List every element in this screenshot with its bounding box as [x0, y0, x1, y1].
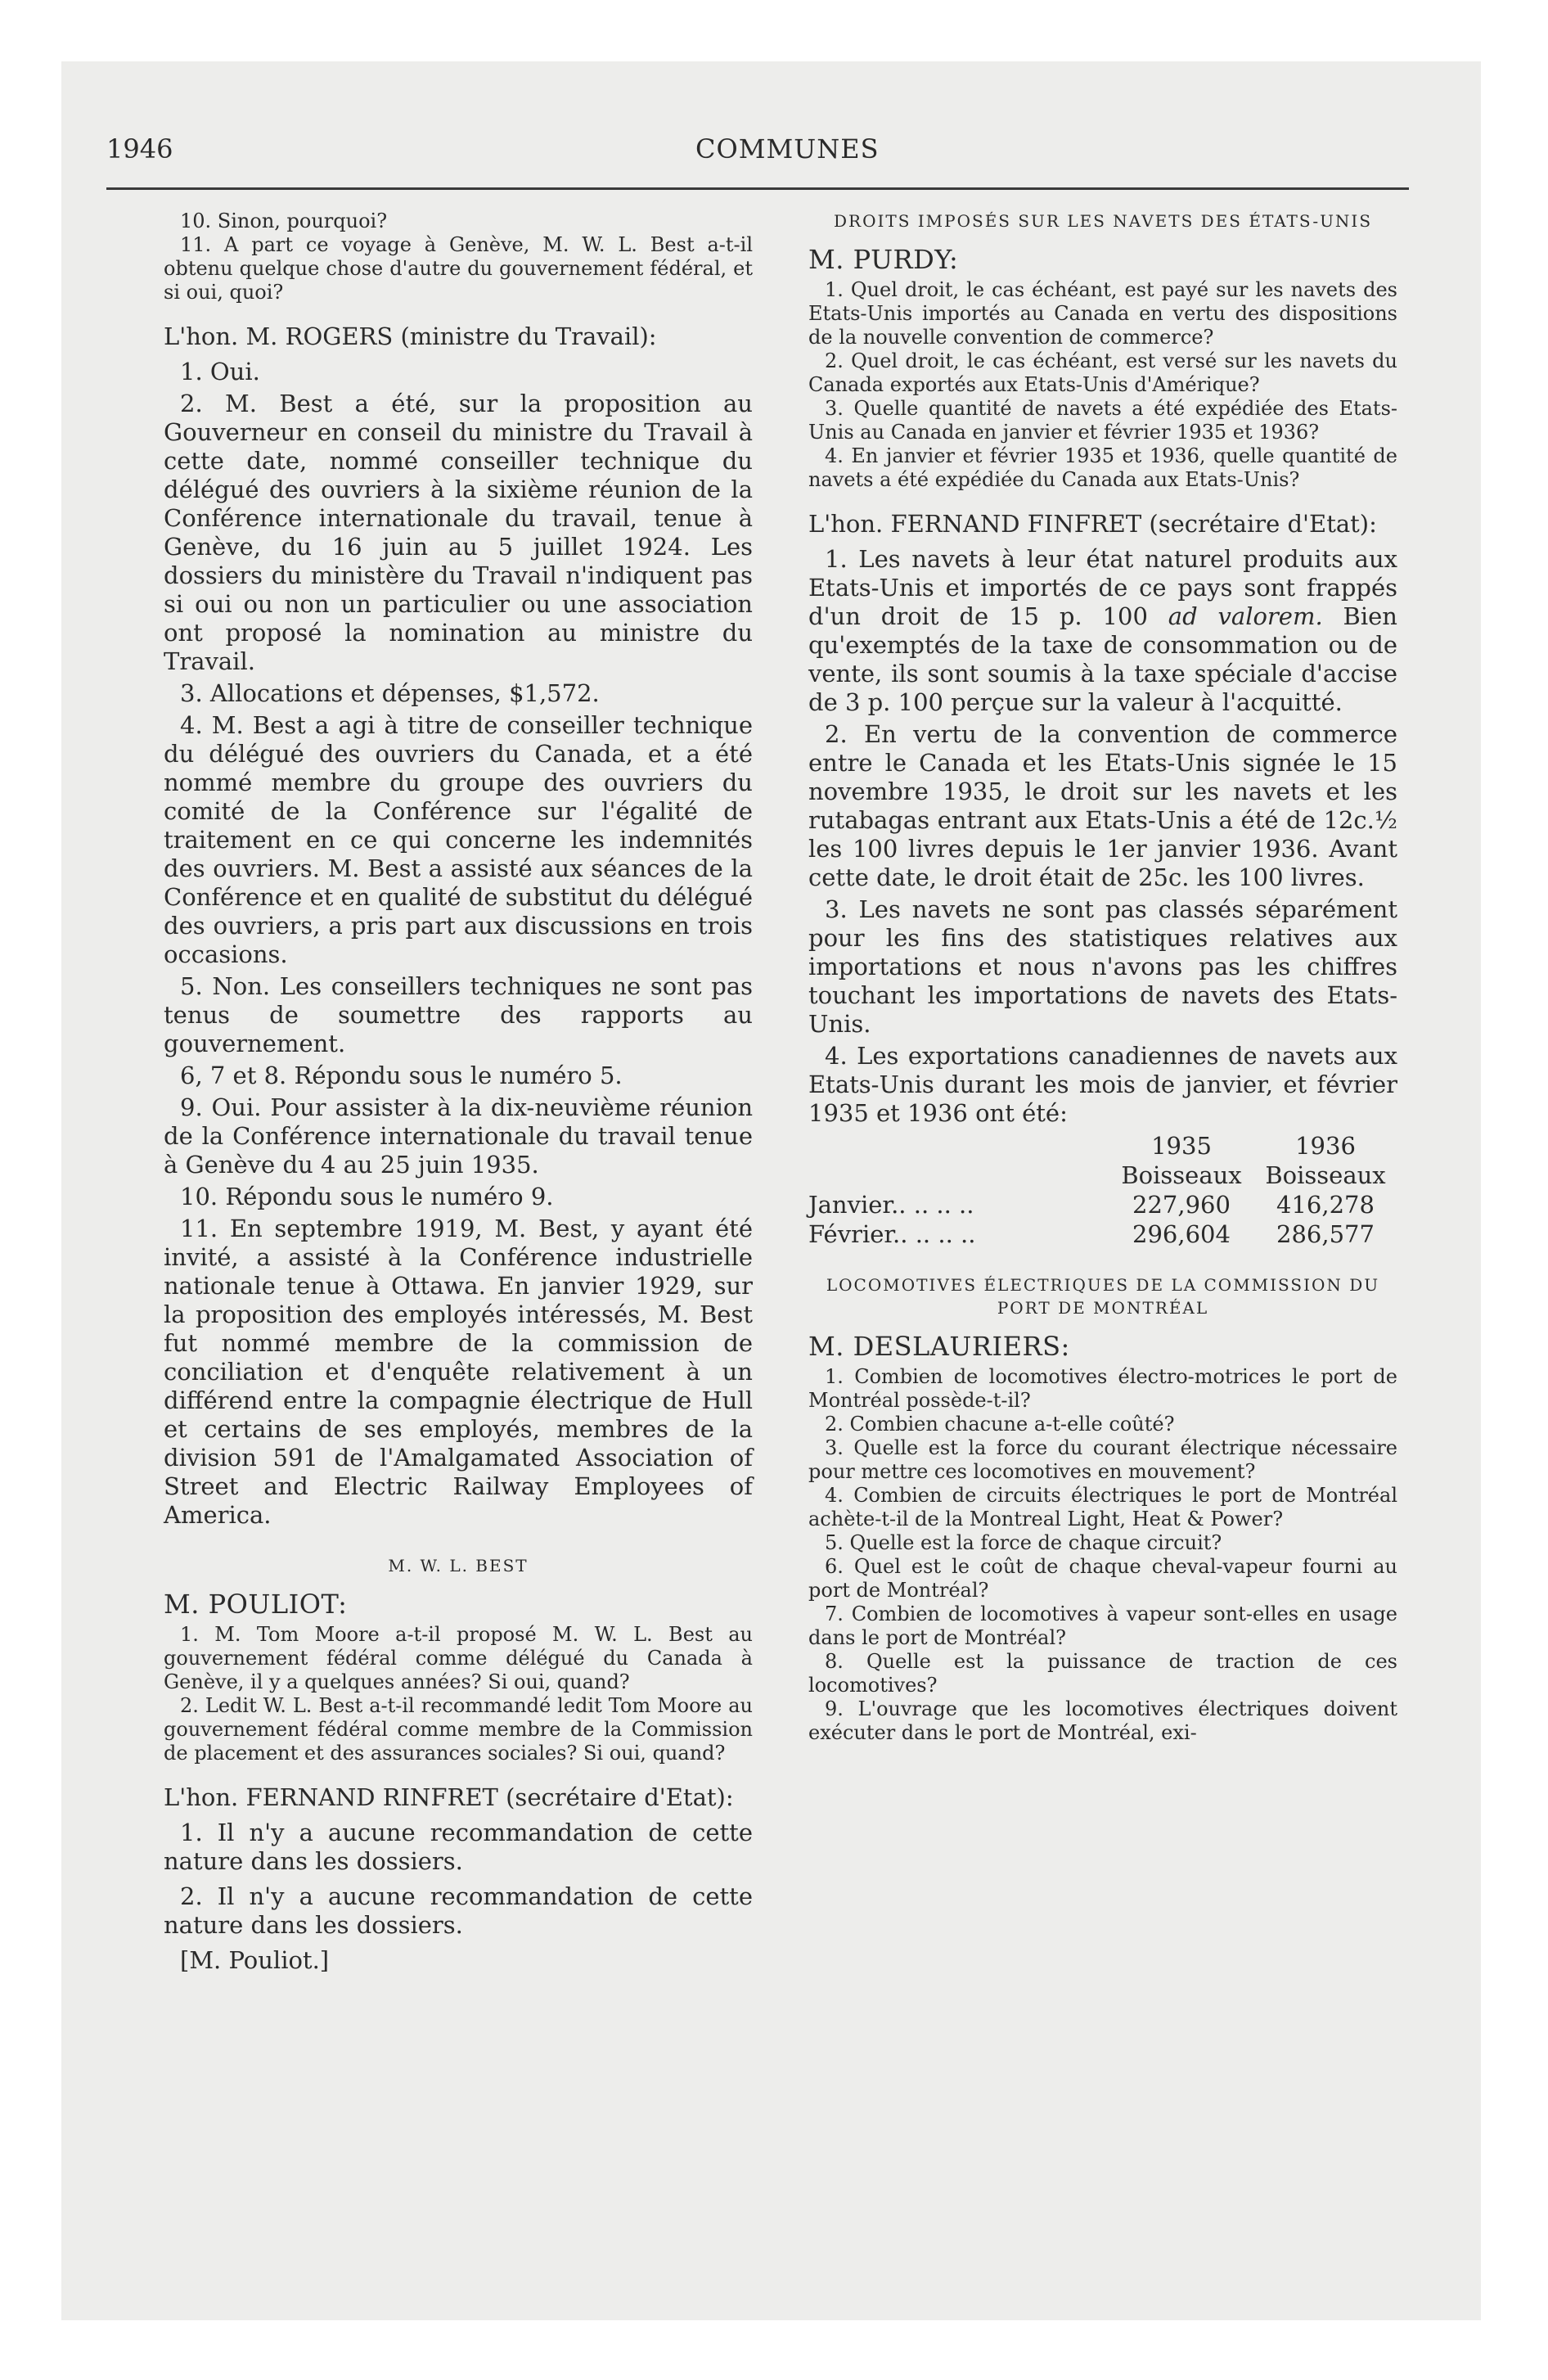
- table-row: [808, 1190, 1397, 1219]
- answer-11: 11. En septembre 1919, M. Best, y ayant été invité, a assisté à la Conférence industrielle nationale tenue à Ottawa. En janvier 1929, sur la proposition des employés intéressés, M. Best fut nommé membre de la commission de conciliation et d'enquête relativement à un différend entre la compagnie électrique de Hull et certains de ses employés, membres de la division 591 de l'Amalgamated Association of Street and Electric Railway Employees of America.: [164, 1215, 753, 1529]
- table-unit-row: [808, 1161, 1397, 1190]
- section-title: COMMUNES: [695, 133, 880, 165]
- ad-valorem-term: ad valorem.: [1168, 602, 1323, 630]
- speaker-finfret: L'hon. FERNAND FINFRET (secrétaire d'Etat):: [808, 510, 1377, 538]
- finfret-answer-2: 2. En vertu de la convention de commerce entre le Canada et les Etats-Unis signée le 15 novembre 1935, le droit sur les navets et les rutabagas entrant aux Etats-Unis a été de 12c.½ les 100 livres depuis le 1er janvier 1936. Avant cette date, le droit était de 25c. les 100 livres.: [808, 720, 1397, 891]
- page-number: 1946: [106, 133, 173, 165]
- deslauriers-question-3: 3. Quelle est la force du courant électrique nécessaire pour mettre ces locomotives en mouvement?: [808, 1436, 1397, 1483]
- speaker-rogers: L'hon. M. ROGERS (ministre du Travail):: [164, 322, 657, 350]
- deslauriers-question-6: 6. Quel est le coût de chaque cheval-vapeur fourni au port de Montréal?: [808, 1555, 1397, 1602]
- finfret-answer-1-end: Bien qu'exemptés de la taxe de consommation ou de vente, ils sont soumis à la taxe spéciale d'accise de 3 p. 100 perçue sur la valeur à l'acquitté.: [808, 602, 1397, 716]
- answer-1: 1. Oui.: [180, 358, 260, 385]
- unit-1935: Boisseaux: [1121, 1161, 1242, 1189]
- header-rule: [106, 187, 1409, 190]
- finfret-answer-4: 4. Les exportations canadiennes de navets aux Etats-Unis durant les mois de janvier, et février 1935 et 1936 ont été:: [808, 1042, 1397, 1127]
- closing-note: [M. Pouliot.]: [180, 1946, 330, 1974]
- answer-5: 5. Non. Les conseillers techniques ne sont pas tenus de soumettre des rapports au gouvernement.: [164, 972, 753, 1057]
- heading-best: M. W. L. BEST: [388, 1556, 529, 1575]
- year-1935: 1935: [1151, 1132, 1212, 1160]
- export-table: [808, 1131, 1397, 1249]
- table-row: [808, 1219, 1397, 1249]
- purdy-question-3: 3. Quelle quantité de navets a été expédiée des Etats-Unis au Canada en janvier et février 1935 et 1936?: [808, 397, 1397, 444]
- unit-1936: Boisseaux: [1265, 1161, 1386, 1189]
- finfret-answer-1-start: 1. Les navets à leur état naturel produits aux Etats-Unis et importés de ce pays sont frappés d'un droit de 15 p. 100: [808, 545, 1397, 630]
- pouliot-question-2: 2. Ledit W. L. Best a-t-il recommandé ledit Tom Moore au gouvernement fédéral comme membre de la Commission de placement et des assurances sociales? Si oui, quand?: [164, 1694, 753, 1765]
- speaker-purdy: M. PURDY:: [808, 244, 959, 275]
- heading-navets: DROITS IMPOSÉS SUR LES NAVETS DES ÉTATS-UNIS: [833, 211, 1373, 231]
- left-column: [164, 210, 753, 1975]
- rinfret-answer-1: 1. Il n'y a aucune recommandation de cette nature dans les dossiers.: [164, 1819, 753, 1875]
- pouliot-question-1: 1. M. Tom Moore a-t-il proposé M. W. L. Best au gouvernement fédéral comme délégué du Canada à Genève, il y a quelques années? Si oui, quand?: [164, 1623, 753, 1693]
- rinfret-answer-2: 2. Il n'y a aucune recommandation de cette nature dans les dossiers.: [164, 1882, 753, 1939]
- cell-fevrier-1935: 296,604: [1132, 1220, 1231, 1248]
- row-label-janvier: Janvier.. .. .. ..: [808, 1191, 974, 1219]
- speaker-deslauriers: M. DESLAURIERS:: [808, 1331, 1070, 1362]
- speaker-pouliot: M. POULIOT:: [164, 1589, 348, 1620]
- deslauriers-question-7: 7. Combien de locomotives à vapeur sont-elles en usage dans le port de Montréal?: [808, 1602, 1397, 1649]
- purdy-question-1: 1. Quel droit, le cas échéant, est payé sur les navets des Etats-Unis importés au Canada en vertu des dispositions de la nouvelle convention de commerce?: [808, 278, 1397, 349]
- speaker-rinfret: L'hon. FERNAND RINFRET (secrétaire d'Etat):: [164, 1783, 734, 1811]
- deslauriers-question-4: 4. Combien de circuits électriques le port de Montréal achète-t-il de la Montreal Light, Heat & Power?: [808, 1484, 1397, 1530]
- answer-4: 4. M. Best a agi à titre de conseiller technique du délégué des ouvriers du Canada, et a été nommé membre du groupe des ouvriers du comité de la Conférence sur l'égalité de traitement en ce qui concerne les indemnités des ouvriers. M. Best a assisté aux séances de la Conférence et en qualité de substitut du délégué des ouvriers, a pris part aux discussions en trois occasions.: [164, 711, 753, 968]
- deslauriers-question-9: 9. L'ouvrage que les locomotives électriques doivent exécuter dans le port de Montréal, exi-: [808, 1697, 1397, 1744]
- answer-3: 3. Allocations et dépenses, $1,572.: [180, 679, 600, 707]
- cell-janvier-1935: 227,960: [1132, 1191, 1231, 1219]
- row-label-fevrier: Février.. .. .. ..: [808, 1220, 976, 1248]
- answer-9: 9. Oui. Pour assister à la dix-neuvième réunion de la Conférence internationale du travail tenue à Genève du 4 au 25 juin 1935.: [164, 1093, 753, 1179]
- heading-locomotives: LOCOMOTIVES ÉLECTRIQUES DE LA COMMISSION DU PORT DE MONTRÉAL: [826, 1275, 1380, 1318]
- right-column: [808, 210, 1397, 1745]
- deslauriers-question-8: 8. Quelle est la puissance de traction de ces locomotives?: [808, 1650, 1397, 1697]
- purdy-question-4: 4. En janvier et février 1935 et 1936, quelle quantité de navets a été expédiée du Canada aux Etats-Unis?: [808, 444, 1397, 491]
- answer-2: 2. M. Best a été, sur la proposition au Gouverneur en conseil du ministre du Travail à cette date, nommé conseiller technique du délégué des ouvriers à la sixième réunion de la Conférence internationale du travail, tenue à Genève, du 16 juin au 5 juillet 1924. Les dossiers du ministère du Travail n'indiquent pas si oui ou non un particulier ou une association ont proposé la nomination au ministre du Travail.: [164, 390, 753, 675]
- deslauriers-question-2: 2. Combien chacune a-t-elle coûté?: [825, 1413, 1175, 1436]
- question-11: 11. A part ce voyage à Genève, M. W. L. Best a-t-il obtenu quelque chose d'autre du gouvernement fédéral, et si oui, quoi?: [164, 233, 753, 304]
- finfret-answer-1: [808, 545, 1397, 717]
- running-head: [106, 133, 1407, 183]
- deslauriers-question-1: 1. Combien de locomotives électro-motrices le port de Montréal possède-t-il?: [808, 1365, 1397, 1412]
- answer-10: 10. Répondu sous le numéro 9.: [180, 1183, 554, 1210]
- finfret-answer-3: 3. Les navets ne sont pas classés séparément pour les fins des statistiques relatives aux importations et nous n'avons pas les chiffres touchant les importations de navets des Etats-Unis.: [808, 895, 1397, 1038]
- question-10: 10. Sinon, pourquoi?: [180, 210, 388, 232]
- deslauriers-question-5: 5. Quelle est la force de chaque circuit?: [825, 1531, 1222, 1554]
- cell-fevrier-1936: 286,577: [1276, 1220, 1375, 1248]
- answer-6-8: 6, 7 et 8. Répondu sous le numéro 5.: [180, 1062, 623, 1089]
- cell-janvier-1936: 416,278: [1276, 1191, 1375, 1219]
- purdy-question-2: 2. Quel droit, le cas échéant, est versé sur les navets du Canada exportés aux Etats-Unis d'Amérique?: [808, 349, 1397, 396]
- year-1936: 1936: [1295, 1132, 1356, 1160]
- table-year-row: [808, 1131, 1397, 1161]
